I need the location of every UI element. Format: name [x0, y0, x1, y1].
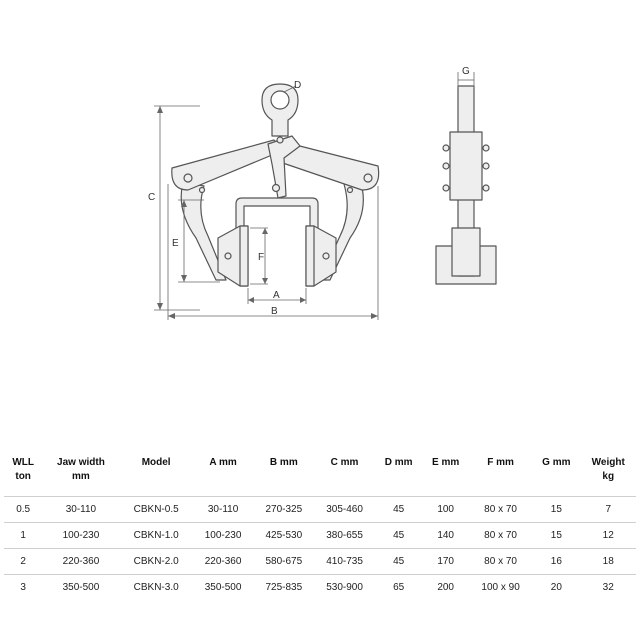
right-jaw-plate — [306, 226, 314, 286]
cell-c: 530-900 — [314, 574, 375, 600]
cell-weight: 32 — [580, 574, 636, 600]
side-pin-6 — [483, 185, 489, 191]
dim-label-a: A — [273, 290, 280, 301]
cell-wll: 0.5 — [4, 496, 42, 522]
cell-weight: 7 — [580, 496, 636, 522]
cell-jaw-width: 220-360 — [42, 548, 119, 574]
cell-d: 45 — [375, 548, 422, 574]
side-jaw-block — [452, 228, 480, 276]
side-pin-3 — [443, 163, 449, 169]
header-b: B mm — [269, 457, 298, 468]
table-row — [4, 574, 636, 600]
dim-label-f: F — [258, 252, 265, 263]
table-row — [4, 548, 636, 574]
table-row — [4, 522, 636, 548]
dim-label-c: C — [148, 192, 156, 203]
cell-weight: 18 — [580, 548, 636, 574]
header-jaw-width: Jaw width mm — [57, 457, 105, 482]
cell-model: CBKN-2.0 — [120, 548, 193, 574]
cell-f: 100 x 90 — [469, 574, 532, 600]
cell-weight: 12 — [580, 522, 636, 548]
header-model: Model — [141, 457, 171, 468]
cell-a: 220-360 — [193, 548, 254, 574]
dim-label-b: B — [271, 306, 278, 317]
cell-d: 45 — [375, 496, 422, 522]
side-upper-block — [450, 132, 482, 200]
cell-d: 65 — [375, 574, 422, 600]
header-e: E mm — [432, 457, 460, 468]
cell-e: 200 — [422, 574, 469, 600]
dim-label-e: E — [172, 238, 179, 249]
cell-b: 270-325 — [253, 496, 314, 522]
cell-d: 45 — [375, 522, 422, 548]
header-weight: Weight kg — [591, 457, 625, 482]
pivot-pin-left-jaw — [225, 253, 231, 259]
dim-label-d: D — [294, 80, 302, 91]
header-d: D mm — [384, 457, 413, 468]
header-c: C mm — [330, 457, 359, 468]
side-pin-5 — [443, 185, 449, 191]
header-a: A mm — [209, 457, 237, 468]
pivot-pin-center — [273, 185, 280, 192]
cell-c: 305-460 — [314, 496, 375, 522]
pivot-pin-top — [277, 137, 283, 143]
jaw-bridge — [236, 198, 318, 230]
pivot-pin-leg-right — [348, 188, 353, 193]
cell-b: 580-675 — [253, 548, 314, 574]
pivot-pin-right — [364, 174, 372, 182]
cell-f: 80 x 70 — [469, 522, 532, 548]
cell-b: 725-835 — [253, 574, 314, 600]
pivot-pin-left — [184, 174, 192, 182]
cell-jaw-width: 350-500 — [42, 574, 119, 600]
cell-a: 350-500 — [193, 574, 254, 600]
cell-f: 80 x 70 — [469, 496, 532, 522]
header-g: G mm — [542, 457, 571, 468]
cell-g: 16 — [532, 548, 580, 574]
cell-b: 425-530 — [253, 522, 314, 548]
cell-e: 100 — [422, 496, 469, 522]
cell-model: CBKN-1.0 — [120, 522, 193, 548]
pivot-pin-right-jaw — [323, 253, 329, 259]
cell-a: 30-110 — [193, 496, 254, 522]
shackle-eye — [271, 91, 289, 109]
header-wll: WLL ton — [12, 457, 34, 482]
cell-c: 380-655 — [314, 522, 375, 548]
cell-g: 15 — [532, 522, 580, 548]
cell-wll: 2 — [4, 548, 42, 574]
dim-label-g: G — [462, 66, 470, 77]
cell-model: CBKN-3.0 — [120, 574, 193, 600]
pivot-pin-leg-left — [200, 188, 205, 193]
side-pin-2 — [483, 145, 489, 151]
cell-g: 15 — [532, 496, 580, 522]
left-jaw-plate — [240, 226, 248, 286]
table-header-row — [4, 452, 636, 496]
cell-e: 170 — [422, 548, 469, 574]
header-f: F mm — [487, 457, 514, 468]
cell-model: CBKN-0.5 — [120, 496, 193, 522]
cell-jaw-width: 30-110 — [42, 496, 119, 522]
cell-c: 410-735 — [314, 548, 375, 574]
specification-table — [4, 452, 636, 600]
cell-a: 100-230 — [193, 522, 254, 548]
side-pin-4 — [483, 163, 489, 169]
cell-e: 140 — [422, 522, 469, 548]
side-pin-1 — [443, 145, 449, 151]
cell-wll: 1 — [4, 522, 42, 548]
cell-jaw-width: 100-230 — [42, 522, 119, 548]
table-row — [4, 496, 636, 522]
cell-g: 20 — [532, 574, 580, 600]
cell-f: 80 x 70 — [469, 548, 532, 574]
cell-wll: 3 — [4, 574, 42, 600]
